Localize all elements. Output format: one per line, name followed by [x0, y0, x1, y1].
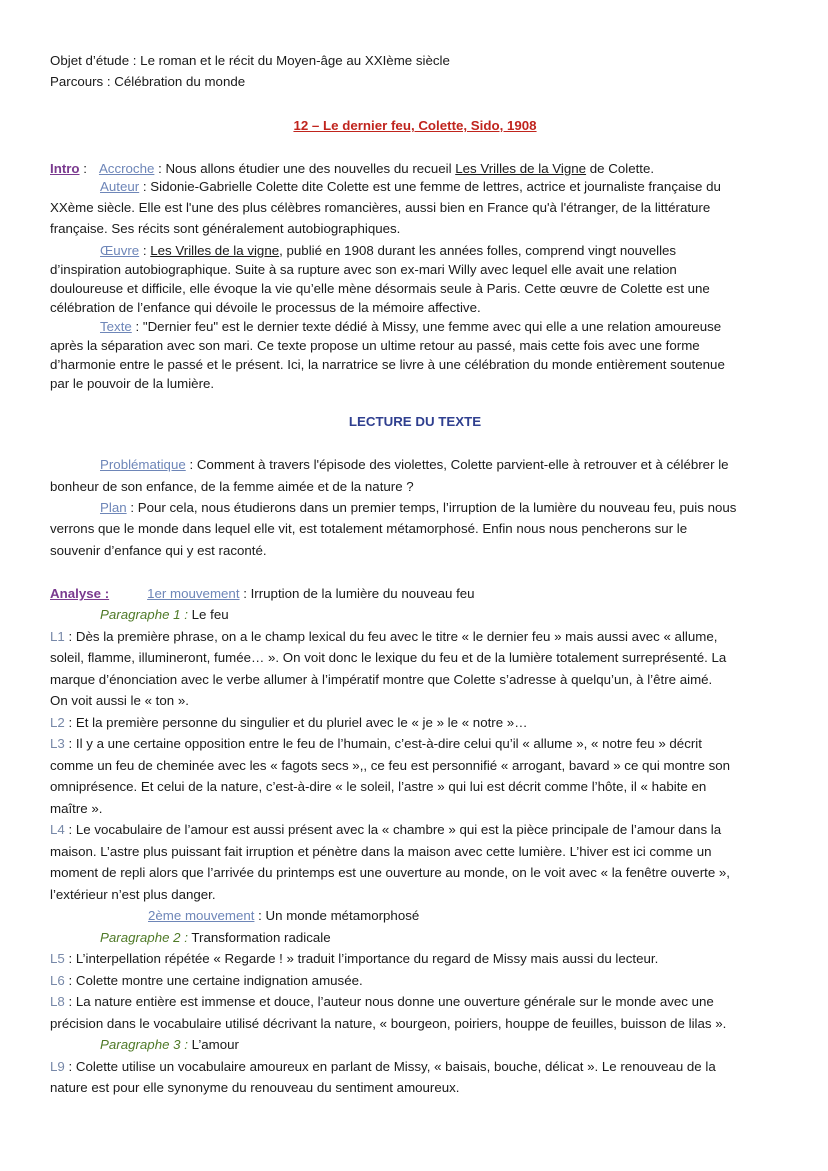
oeuvre-line-4: célébration de l’enfance qui dévoile le processus de la mémoire affective.: [50, 300, 481, 315]
oeuvre-line-3: douloureuse et difficile, elle évoque la vie qu’elle mène désormais seule à Paris. Cette œuvre de Colette est une: [50, 281, 710, 296]
L3-line-2: comme un feu de cheminée avec les « fagots secs »,, ce feu est personnifié « arrogant, bavard » ce qui montre son: [50, 758, 731, 773]
L8-line-1: L8 : La nature entière est immense et douce, l’auteur nous donne une ouverture générale sur le monde avec une: [50, 994, 714, 1009]
intro-label: Intro: [50, 161, 80, 176]
L1-line-2: soleil, flamme, illumineront, fumée… ». On voit donc le lexique du feu et de la lumière totalement surreprésenté. La: [50, 650, 727, 665]
texte-line-1: Texte : "Dernier feu" est le dernier texte dédié à Missy, une femme avec qui elle a une relation amoureuse: [100, 319, 722, 334]
texte-line-2: après la séparation avec son mari. Ce texte propose un ultime retour au passé, mais cette fois avec une forme: [50, 338, 700, 353]
L1-line-3: marque d’énonciation avec le verbe allumer à l’impératif montre que Colette s’adresse à quelqu’un, à l’être aimé.: [50, 672, 713, 687]
lecture-heading: LECTURE DU TEXTE: [348, 414, 482, 429]
L9-line-1: L9 : Colette utilise un vocabulaire amoureux en parlant de Missy, « baisais, bouche, délicat ». Le renouveau de la: [50, 1059, 716, 1074]
paragraphe-1: Paragraphe 1 : Le feu: [100, 607, 229, 622]
problematique-label: Problématique: [100, 457, 186, 472]
analyse-label: Analyse :: [50, 586, 110, 601]
oeuvre-line-1: Œuvre : Les Vrilles de la vigne, publié en 1908 durant les années folles, comprend vingt nouvelles: [100, 243, 677, 258]
paragraphe-2: Paragraphe 2 : Transformation radicale: [100, 930, 331, 945]
auteur-line-1: Auteur : Sidonie-Gabrielle Colette dite Colette est une femme de lettres, actrice et journaliste française du: [100, 179, 721, 194]
L4-line-2: maison. L’astre plus puissant fait irruption et pénètre dans la maison avec cette lumière. L’hiver est ici comme un: [50, 844, 712, 859]
plan-line-1: Plan : Pour cela, nous étudierons dans un premier temps, l’irruption de la lumière du nouveau feu, puis nous: [100, 500, 737, 515]
mouvement-2: 2ème mouvement : Un monde métamorphosé: [148, 908, 420, 923]
auteur-line-2: XXème siècle. Elle est l'une des plus célèbres romancières, aussi bien en France qu'à l'étranger, de la littérature: [50, 200, 711, 215]
L1-line-4: On voit aussi le « ton ».: [50, 693, 189, 708]
document-title: [50, 117, 780, 135]
plan-label: Plan: [100, 500, 127, 515]
objet-etude: Objet d’étude : Le roman et le récit du Moyen-âge au XXIème siècle: [50, 53, 450, 68]
oeuvre-line-2: d’inspiration autobiographique. Suite à sa rupture avec son ex-mari Willy avec lequel elle avait une relation: [50, 262, 677, 277]
problematique-line-2: bonheur de son enfance, de la femme aimée et de la nature ?: [50, 479, 414, 494]
mouvement-2-label: 2ème mouvement: [148, 908, 255, 923]
L3-line-1: L3 : Il y a une certaine opposition entre le feu de l’humain, c’est-à-dire celui qu’il « allume », « notre feu » décrit: [50, 736, 702, 751]
paragraphe-1-label: Paragraphe 1 :: [100, 607, 188, 622]
L5-line-1: L5 : L’interpellation répétée « Regarde ! » traduit l’importance du regard de Missy mais aussi du lecteur.: [50, 951, 659, 966]
accroche-label: Accroche: [98, 161, 155, 176]
problematique-line-1: Problématique : Comment à travers l'épisode des violettes, Colette parvient-elle à retrouver et à célébrer le: [100, 457, 729, 472]
parcours: Parcours : Célébration du monde: [50, 74, 246, 89]
analyse-line: Analyse : 1er mouvement : Irruption de la lumière du nouveau feu: [50, 586, 475, 601]
paragraphe-3: Paragraphe 3 : L’amour: [100, 1037, 239, 1052]
paragraphe-2-label: Paragraphe 2 :: [100, 930, 188, 945]
L4-line-3: moment de repli alors que l’arrivée du printemps est une ouverture au monde, on le voit avec « la fenêtre ouverte »,: [50, 865, 730, 880]
L3-line-3: omniprésence. Et celui de la nature, c’est-à-dire « le soleil, l’astre » qui lui est décrit comme l’hôte, il « habite en: [50, 779, 707, 794]
oeuvre-label: Œuvre: [100, 243, 140, 258]
mouvement-1-label: 1er mouvement: [147, 586, 240, 601]
plan-line-3: souvenir d’enfance qui y est raconté.: [50, 543, 267, 558]
book-title: Les Vrilles de la Vigne: [455, 161, 587, 176]
plan-line-2: verrons que le monde dans lequel elle vit, est totalement métamorphosé. Enfin nous nous pencherons sur le: [50, 521, 688, 536]
L4-line-4: l’extérieur n’est plus danger.: [50, 887, 216, 902]
L1-line-1: L1 : Dès la première phrase, on a le champ lexical du feu avec le titre « le dernier feu » mais aussi avec « allume,: [50, 629, 718, 644]
paragraphe-3-label: Paragraphe 3 :: [100, 1037, 188, 1052]
auteur-line-3: française. Ses récits sont généralement autobiographiques.: [50, 221, 401, 236]
L4-line-1: L4 : Le vocabulaire de l’amour est aussi présent avec la « chambre » qui est la pièce principale de l’amour dans la: [50, 822, 722, 837]
L6-line-1: L6 : Colette montre une certaine indignation amusée.: [50, 973, 363, 988]
texte-line-4: par le pouvoir de la lumière.: [50, 376, 215, 391]
texte-line-3: d’harmonie entre le passé et le présent. Ici, la narratrice se livre à une célébration du monde entièrement soutenue: [50, 357, 725, 372]
title-text: 12 – Le dernier feu, Colette, Sido, 1908: [293, 118, 537, 133]
L9-line-2: nature est pour elle synonyme du renouveau du sentiment amoureux.: [50, 1080, 460, 1095]
L8-line-2: précision dans le vocabulaire utilisé décrivant la nature, « bourgeon, poiriers, houppe de feuilles, buisson de lilas ».: [50, 1016, 727, 1031]
intro-line-1: Intro : Accroche : Nous allons étudier une des nouvelles du recueil Les Vrilles de la Vigne de Colette.: [50, 161, 655, 176]
L3-line-4: maître ».: [50, 801, 103, 816]
L2-line-1: L2 : Et la première personne du singulier et du pluriel avec le « je » le « notre »…: [50, 715, 528, 730]
texte-label: Texte: [100, 319, 132, 334]
oeuvre-book-title: Les Vrilles de la vigne: [150, 243, 280, 258]
auteur-label: Auteur: [100, 179, 140, 194]
